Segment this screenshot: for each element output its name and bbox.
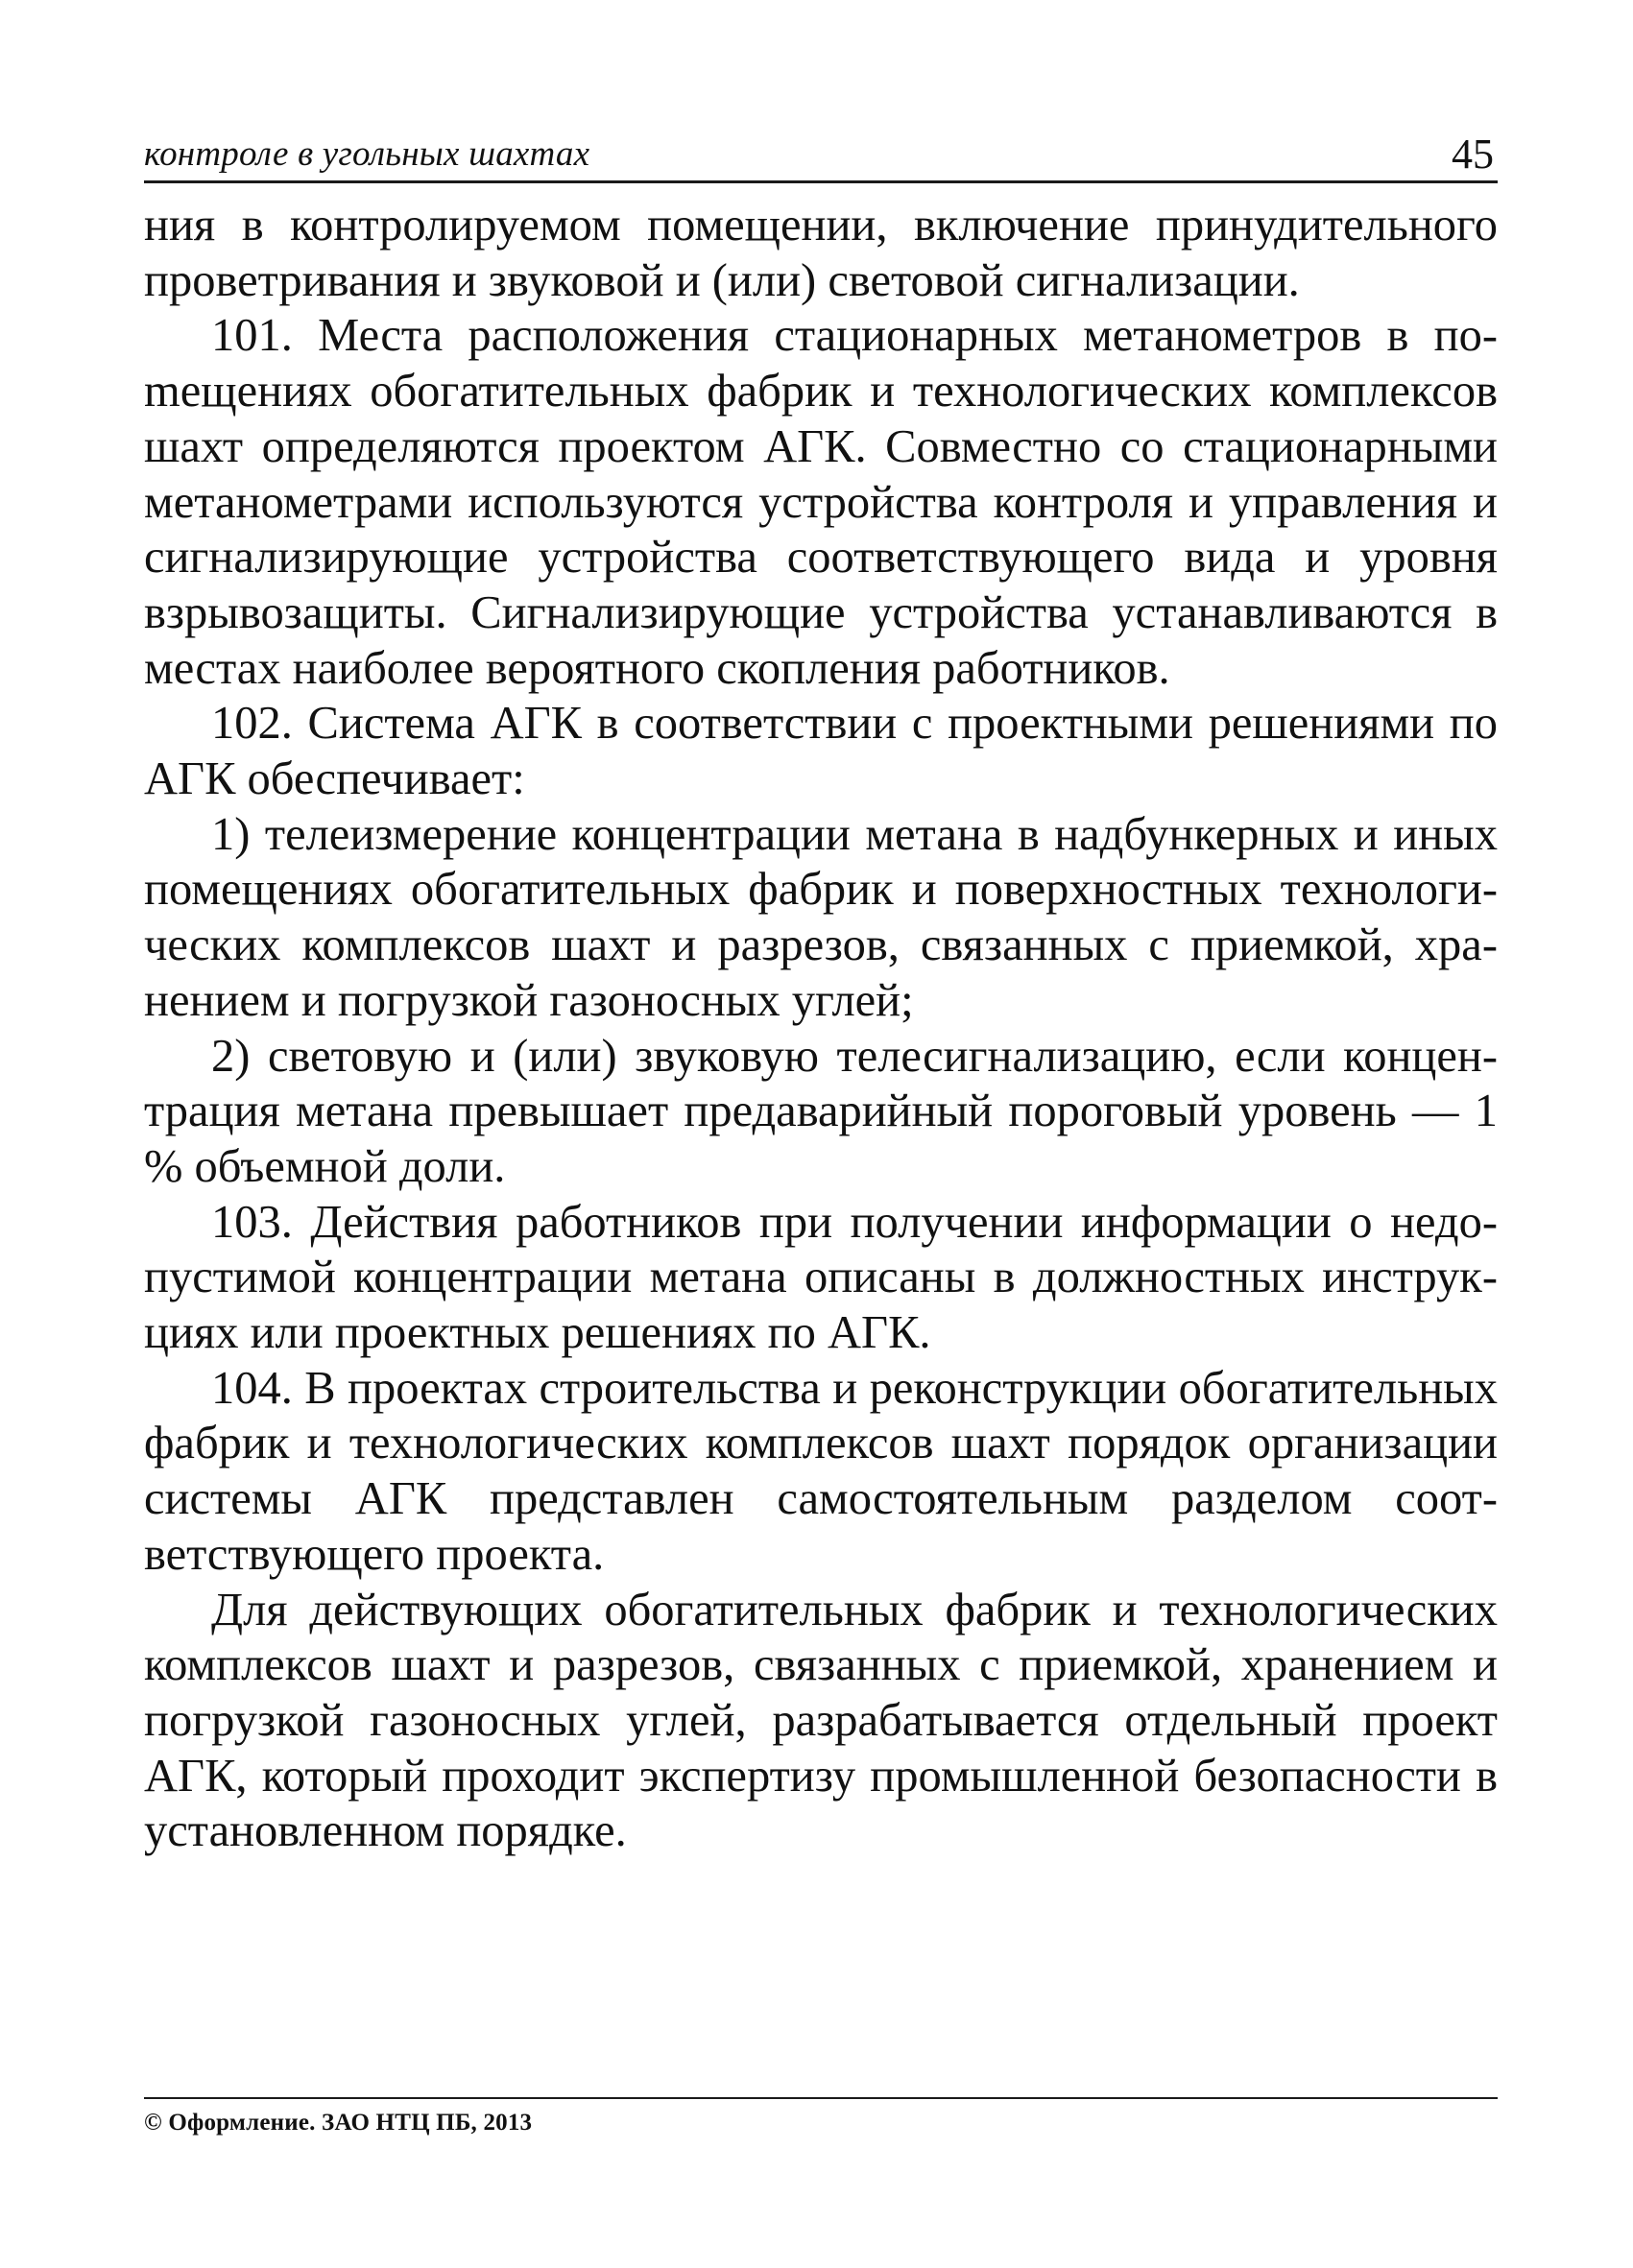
paragraph-104-continued: Для действующих обогатительных фабрик и технологических комплексов шахт и разрезов, связанных с приемкой, хранением и погрузкой газоносных углей, разрабатывается отдельный проект АГК, который проходит экспертизу промышленной безопасности в установленном порядке. <box>144 1584 1498 1857</box>
footer-divider <box>144 2097 1498 2099</box>
paragraph-104: 104. В проектах строительства и реконструкции обогатительных фабрик и технологических комплексов шахт порядок организации системы АГК представлен самостоятельным разделом соответствующего проекта. <box>144 1362 1498 1580</box>
paragraph-continuation: ния в контролируемом помещении, включение принудительного проветривания и звуковой и (или) световой сигнализации. <box>144 200 1498 306</box>
list-item-1: 1) телеизмерение концентрации метана в надбункерных и иных помещениях обогатительных фабрик и поверхностных технологических комплексов шахт и разрезов, связанных с приемкой, хранением и погрузкой газоносных углей; <box>144 808 1498 1026</box>
page-number: 45 <box>1452 131 1494 178</box>
paragraph-102: 102. Система АГК в соответствии с проектными решениями по АГК обеспечивает: <box>144 698 1498 805</box>
body-text <box>144 198 1498 1859</box>
footer-copyright: © Оформление. ЗАО НТЦ ПБ, 2013 <box>144 2110 533 2136</box>
paragraph-103: 103. Действия работников при получении информации о недопустимой концентрации метана описаны в должностных инструкциях или проектных решениях по АГК. <box>144 1196 1498 1359</box>
page-header <box>144 127 1498 183</box>
running-title: контроле в угольных шахтах <box>144 134 590 174</box>
paragraph-101: 101. Места расположения стационарных метанометров в поmещениях обогатительных фабрик и технологических комплексов шахт определяются проектом АГК. Совместно со стационарными метанометрами используются устройства контроля и управления и сигнализирующие устройства соответствующего вида и уровня взрывозащиты. Сигнализирующие устройства устанавливаются в местах наиболее вероятного скопления работников. <box>144 310 1498 694</box>
list-item-2: 2) световую и (или) звуковую телесигнализацию, если концентрация метана превышает предаварийный пороговый уровень — 1 % объемной доли. <box>144 1030 1498 1192</box>
